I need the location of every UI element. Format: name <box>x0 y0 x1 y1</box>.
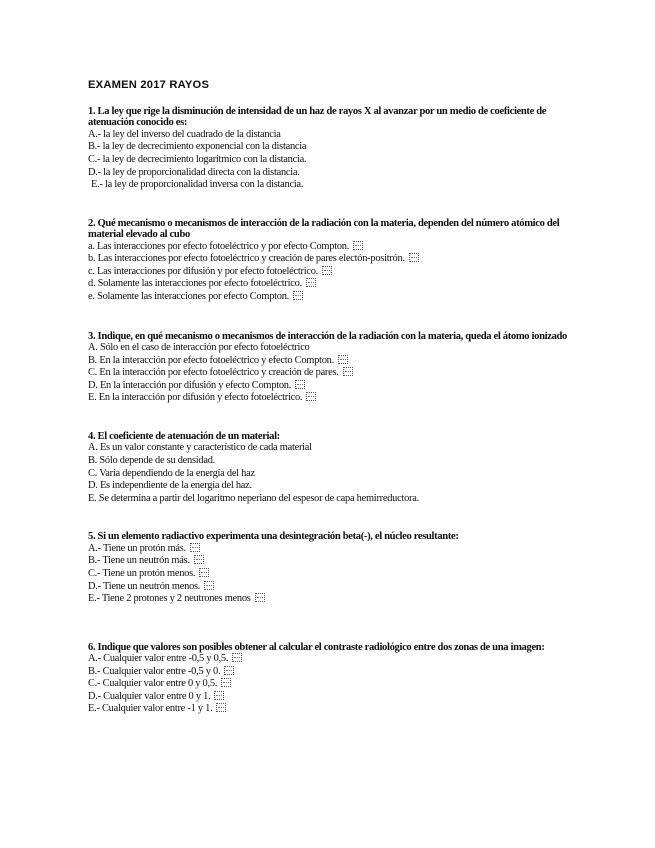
question-4-title: 4. El coeficiente de atenuación de un material: <box>88 430 280 442</box>
question-5-option-e: E.- Tiene 2 protones y 2 neutrones menos <box>88 593 251 605</box>
question-6-option-a-row <box>88 653 568 666</box>
question-4-option-e: E. Se determina a partir del logaritmo neperiano del espesor de capa hemirreductora. <box>88 492 419 504</box>
question-1-option-c: C.- la ley de decrecimiento logarítmico con la distancia. <box>88 154 307 165</box>
question-2-title: 2. Qué mecanismo o mecanismos de interacción de la radiación con la materia, dependen del número atómico del material elevado al cubo <box>88 217 560 241</box>
question-3-option-e: E. En la interacción por difusión y efecto fotoeléctrico. <box>88 392 303 404</box>
question-3-option-d: D. En la interacción por difusión y efecto Compton. <box>88 379 292 391</box>
placeholder-glyph-icon <box>190 543 200 552</box>
question-2-option-d: d. Solamente las interacciones por efecto fotoeléctrico. <box>88 278 302 290</box>
question-1-title: 1. La ley que rige la disminución de intensidad de un haz de rayos X al avanzar por un medio de coeficiente de atenuación conocido es: <box>88 106 547 129</box>
question-2 <box>88 218 568 304</box>
placeholder-glyph-icon <box>293 291 303 300</box>
question-6-option-d-row <box>88 691 568 704</box>
placeholder-glyph-icon <box>353 241 363 250</box>
question-1-option-a: A.- la ley del inverso del cuadrado de la distancia <box>88 128 281 140</box>
placeholder-glyph-icon <box>338 355 348 364</box>
placeholder-glyph-icon <box>232 653 242 662</box>
question-5-option-a-row <box>88 543 568 556</box>
question-2-option-a-row <box>88 241 568 254</box>
question-4-options <box>88 442 568 505</box>
question-4-option-d: D. Es independiente de la energía del haz. <box>88 480 252 492</box>
question-2-option-e: e. Solamente las interacciones por efecto Compton. <box>88 290 290 302</box>
question-6-title: 6. Indique que valores son posibles obtener al calcular el contraste radiológico entre dos zonas de una imagen: <box>88 641 545 653</box>
placeholder-glyph-icon <box>343 367 353 376</box>
question-1-option-d: D.- la ley de proporcionalidad directa con la distancia. <box>88 166 300 178</box>
question-5-options <box>88 543 568 606</box>
question-3-option-b: B. En la interacción por efecto fotoeléctrico y efecto Compton. <box>88 354 334 366</box>
question-2-options <box>88 241 568 304</box>
question-6 <box>88 642 568 716</box>
placeholder-glyph-icon <box>306 278 316 287</box>
question-2-option-b-row <box>88 253 568 266</box>
placeholder-glyph-icon <box>221 678 231 687</box>
question-1-options <box>88 129 568 192</box>
question-6-option-b: B.- Cualquier valor entre -0,5 y 0. <box>88 665 221 677</box>
placeholder-glyph-icon <box>409 253 419 262</box>
question-4-option-c: C. Varía dependiendo de la energía del haz <box>88 467 255 479</box>
question-3-option-c-row <box>88 367 568 380</box>
question-3-option-d-row <box>88 380 568 393</box>
placeholder-glyph-icon <box>214 691 224 700</box>
placeholder-glyph-icon <box>224 666 234 675</box>
placeholder-glyph-icon <box>322 266 332 275</box>
question-5-option-b-row <box>88 555 568 568</box>
question-5-option-b: B.- Tiene un neutrón más. <box>88 555 190 567</box>
question-3-title: 3. Indique, en qué mecanismo o mecanismos de interacción de la radiación con la materia, queda el átomo ionizado <box>88 330 567 342</box>
placeholder-glyph-icon <box>255 593 265 602</box>
exam-title: EXAMEN 2017 RAYOS <box>88 79 210 91</box>
question-1-option-e: E.- la ley de proporcionalidad inversa con la distancia. <box>91 179 304 191</box>
question-5-title: 5. Si un elemento radiactivo experimenta una desintegración beta(-), el núcleo resultante: <box>88 531 459 543</box>
question-6-option-c-row <box>88 678 568 691</box>
question-2-option-c: c. Las interacciones por difusión y por efecto fotoeléctrico. <box>88 265 318 277</box>
question-5-option-a: A.- Tiene un protón más. <box>88 542 186 554</box>
question-6-option-c: C.- Cualquier valor entre 0 y 0,5. <box>88 678 218 690</box>
question-3-options <box>88 342 568 405</box>
exam-page <box>88 78 568 716</box>
question-3-option-e-row <box>88 392 568 405</box>
question-2-option-a: a. Las interacciones por efecto fotoeléctrico y por efecto Compton. <box>88 240 350 252</box>
placeholder-glyph-icon <box>295 380 305 389</box>
question-5-option-c-row <box>88 568 568 581</box>
question-6-option-e: E.- Cualquier valor entre -1 y 1. <box>88 703 213 715</box>
question-6-option-d: D.- Cualquier valor entre 0 y 1. <box>88 690 211 702</box>
question-6-options <box>88 653 568 716</box>
placeholder-glyph-icon <box>199 568 209 577</box>
question-2-option-d-row <box>88 278 568 291</box>
placeholder-glyph-icon <box>204 581 214 590</box>
placeholder-glyph-icon <box>306 392 316 401</box>
question-2-option-b: b. Las interacciones por efecto fotoeléctrico y creación de pares electón-positrón. <box>88 253 405 265</box>
question-4-option-b: B. Sólo depende de su densidad. <box>88 454 216 466</box>
question-4 <box>88 431 568 505</box>
question-6-option-e-row <box>88 703 568 716</box>
question-5-option-e-row <box>88 593 568 606</box>
question-3-option-a: A. Sólo en el caso de interacción por efecto fotoeléctrico <box>88 341 310 353</box>
question-2-option-e-row <box>88 291 568 304</box>
question-3-option-c: C. En la interacción por efecto fotoeléctrico y creación de pares. <box>88 367 339 379</box>
question-5-option-d-row <box>88 581 568 594</box>
question-5-option-d: D.- Tiene un neutrón menos. <box>88 580 201 592</box>
question-3 <box>88 331 568 405</box>
placeholder-glyph-icon <box>194 555 204 564</box>
question-1 <box>88 106 568 192</box>
question-6-option-a: A.- Cualquier valor entre -0,5 y 0,5. <box>88 653 229 665</box>
question-2-option-c-row <box>88 266 568 279</box>
question-3-option-b-row <box>88 355 568 368</box>
question-1-option-b: B.- la ley de decrecimiento exponencial con la distancia <box>88 141 307 153</box>
question-4-option-a: A. Es un valor constante y característico de cada material <box>88 442 312 454</box>
question-5-option-c: C.- Tiene un protón menos. <box>88 567 196 579</box>
placeholder-glyph-icon <box>216 703 226 712</box>
question-6-option-b-row <box>88 666 568 679</box>
question-5 <box>88 531 568 605</box>
